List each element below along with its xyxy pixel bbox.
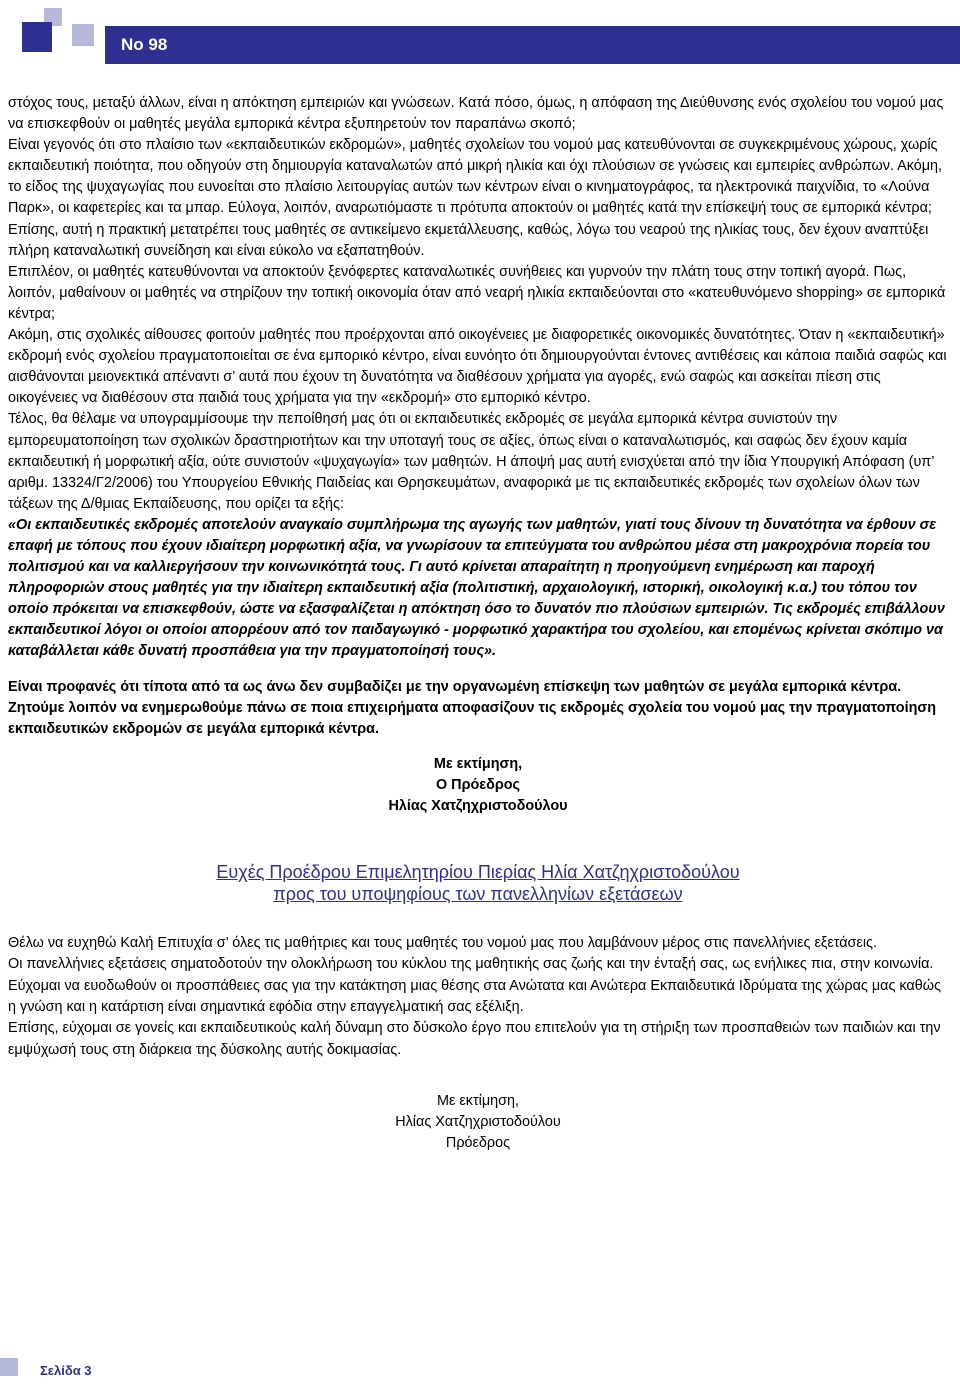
wishes-body — [8, 933, 948, 1061]
wishes-paragraph: Θέλω να ευχηθώ Καλή Επιτυχία σ’ όλες τις μαθήτριες και τους μαθητές του νομού μας που λαμβάνουν μέρος στις πανελλήνιες εξετάσεις. — [8, 935, 877, 952]
footer-decor-square — [0, 1358, 18, 1376]
article-paragraph: Επίσης, αυτή η πρακτική μετατρέπει τους μαθητές σε αντικείμενο εκμετάλλευσης, καθώς, λόγω του νεαρού της ηλικίας τους, δεν έχουν αναπτύξει πλήρη καταναλωτική συνείδηση και είναι εύκολο να εξαπατηθούν. — [8, 221, 929, 259]
article-paragraph: στόχος τους, μεταξύ άλλων, είναι η απόκτηση εμπειριών και γνώσεων. Κατά πόσο, όμως, η απόφαση της Διεύθυνσης ενός σχολείου του νομού μας να επισκεφθούν οι μαθητές μεγάλα εμπορικά κέντρα εξυπηρετούν τον παραπάνω σκοπό; — [8, 95, 944, 133]
article-conclusion: Είναι προφανές ότι τίποτα από τα ως άνω δεν συμβαδίζει με την οργανωμένη επίσκεψη των μαθητών σε μεγάλα εμπορικά κέντρα. Ζητούμε λοιπόν να ενημερωθούμε πάνω σε ποια επιχειρήματα αποφασίζουν τις εκδρομές σχολεία του νομού μας την πραγματοποίηση εκπαιδευτικών εκδρομών σε μεγάλα εμπορικά κέντρα. — [8, 678, 937, 737]
article-signature — [8, 754, 948, 817]
wishes-title — [8, 861, 948, 905]
header-decor-square-dark — [22, 22, 52, 52]
signature-closing: Με εκτίμηση, — [436, 1092, 520, 1109]
signature-name: Ηλίας Χατζηχριστοδούλου — [395, 1114, 561, 1131]
page-content — [8, 93, 948, 1155]
wishes-paragraph: Οι πανελλήνιες εξετάσεις σηματοδοτούν την ολοκλήρωση του κύκλου της μαθητικής σας ζωής και την ένταξή σας, ως ενήλικες πια, στην κοινωνία. Εύχομαι να ευοδωθούν οι προσπάθειες σας για την κατάκτηση μιας θέσης στα Ανώτατα και Ανώτερα Εκπαιδευτικά Ιδρύματα της χώρας μας καθώς η γνώση και η κατάρτιση είναι σημαντικά εφόδια στην επαγγελματική σας εξέλιξη. — [8, 956, 941, 1015]
header-decor-square-light-right — [72, 24, 94, 46]
signature-name: Ηλίας Χατζηχριστοδούλου — [388, 798, 568, 814]
article-paragraph: Είναι γεγονός ότι στο πλαίσιο των «εκπαιδευτικών εκδρομών», μαθητές σχολείων του νομού μας κατευθύνονται σε συγκεκριμένους χώρους, χωρίς εκπαιδευτική ποιότητα, που οδηγούν στη δημιουργία καταναλωτών από μικρή ηλικία και όχι πλούσιων σε γνώσεις και εμπειρίες ανθρώπων. Ακόμη, το είδος της ψυχαγωγίας που ευνοείται στο πλαίσιο λειτουργίας αυτών των κέντρων είναι ο κινηματογράφος, τα ηλεκτρονικά παιχνίδια, το «Λούνα Παρκ», οι καφετερίες και τα μπαρ. Εύλογα, λοιπόν, αναρωτιόμαστε τι πρότυπα αποκτούν οι μαθητές κατά την επίσκεψή τους σε εμπορικά κέντρα; — [8, 137, 943, 217]
signature-closing: Με εκτίμηση, — [433, 755, 523, 772]
signature-role: Ο Πρόεδρος — [435, 776, 520, 793]
issue-header-bar — [105, 26, 960, 64]
issue-number: Νο 98 — [121, 35, 168, 54]
wishes-title-line1: Ευχές Προέδρου Επιμελητηρίου Πιερίας Ηλία Χατζηχριστοδούλου — [216, 862, 740, 883]
wishes-paragraph: Επίσης, εύχομαι σε γονείς και εκπαιδευτικούς καλή δύναμη στο δύσκολο έργο που επιτελούν για τη στήριξη των προσπαθειών των παιδιών και την εμψύχωσή τους στη διάρκεια της δύσκολης αυτής δοκιμασίας. — [8, 1020, 941, 1058]
wishes-title-line2: προς του υποψηφίους των πανελληνίων εξετάσεων — [273, 884, 683, 905]
ministerial-decision-quote: «Οι εκπαιδευτικές εκδρομές αποτελούν αναγκαίο συμπλήρωμα της αγωγής των μαθητών, γιατί τους δίνουν τη δυνατότητα να έρθουν σε επαφή με τόπους που έχουν ιδιαίτερη μορφωτική αξία, να γνωρίσουν τα επιτεύγματα του ανθρώπου μέσα στη μακροχρόνια πορεία του πολιτισμού και να καλλιεργήσουν την κοινωνικότητά τους. Γι αυτό κρίνεται απαραίτητη η προηγούμενη ενημέρωση και παροχή πληροφοριών στους μαθητές για την ιδιαίτερη εκπαιδευτική αξία (πολιτιστική, αρχαιολογική, ιστορική, οικολογική κ.α.) του τόπου τον οποίο πρόκειται να επισκεφθούν, ώστε να εξασφαλίζεται η απόκτηση όσο το δυνατόν πιο πλούσιων εμπειριών. Τις εκδρομές επιβάλλουν εκπαιδευτικοί λόγοι οι οποίοι απορρέουν από τον παιδαγωγικό - μορφωτικό χαρακτήρα του σχολείου, και επομένως κρίνεται σκόπιμο να καταβάλλεται κάθε δυνατή προσπάθεια για την πραγματοποίησή τους». — [8, 516, 945, 660]
signature-role: Πρόεδρος — [445, 1135, 511, 1152]
article-paragraph: Ακόμη, στις σχολικές αίθουσες φοιτούν μαθητές που προέρχονται από οικογένειες με διαφορετικές οικονομικές δυνατότητες. Όταν η «εκπαιδευτική» εκδρομή ενός σχολείου πραγματοποιείται σε ένα εμπορικό κέντρο, είναι ευνόητο ότι δημιουργούνται έντονες αντιθέσεις και κάποια παιδιά σαφώς και αισθάνονται μειονεκτικά απέναντι σ’ αυτά που έχουν τη δυνατότητα να διαθέσουν χρήματα για αγορές, ενώ σαφώς και ασκείται πίεση στις οικογένειες να διαθέσουν στα παιδιά τους χρήματα για την «εκδρομή» στο εμπορικό κέντρο. — [8, 327, 947, 407]
article-paragraph: Τέλος, θα θέλαμε να υπογραμμίσουμε την πεποίθησή μας ότι οι εκπαιδευτικές εκδρομές σε μεγάλα εμπορικά κέντρα συνιστούν την εμπορευματοποίηση των σχολικών δραστηριοτήτων και την υποταγή τους σε αξίες, όπως είναι ο καταναλωτισμός, και σαφώς δεν έχουν καμία εκπαιδευτική ή μορφωτική αξία, ούτε συνιστούν «ψυχαγωγία» των μαθητών. Η άποψή μας αυτή ενισχύεται από την ίδια Υπουργική Απόφαση (υπ’ αριθμ. 13324/Γ2/2006) του Υπουργείου Εθνικής Παιδείας και Θρησκευμάτων, αναφορικά με τις εκπαιδευτικές εκδρομές των σχολείων όλων των τάξεων της Δ/θμιας Εκπαίδευσης, που ορίζει τα εξής: — [8, 411, 934, 512]
wishes-signature — [8, 1091, 948, 1155]
page-number: Σελίδα 3 — [40, 1363, 92, 1378]
article-paragraph: Επιπλέον, οι μαθητές κατευθύνονται να αποκτούν ξενόφερτες καταναλωτικές συνήθειες και γυρνούν την πλάτη τους στην τοπική αγορά. Πως, λοιπόν, μαθαίνουν οι μαθητές να στηρίζουν την τοπική οικονομία όταν από νεαρή ηλικία εκπαιδεύονται στο «κατευθυνόμενο shopping» σε εμπορικά κέντρα; — [8, 263, 946, 322]
